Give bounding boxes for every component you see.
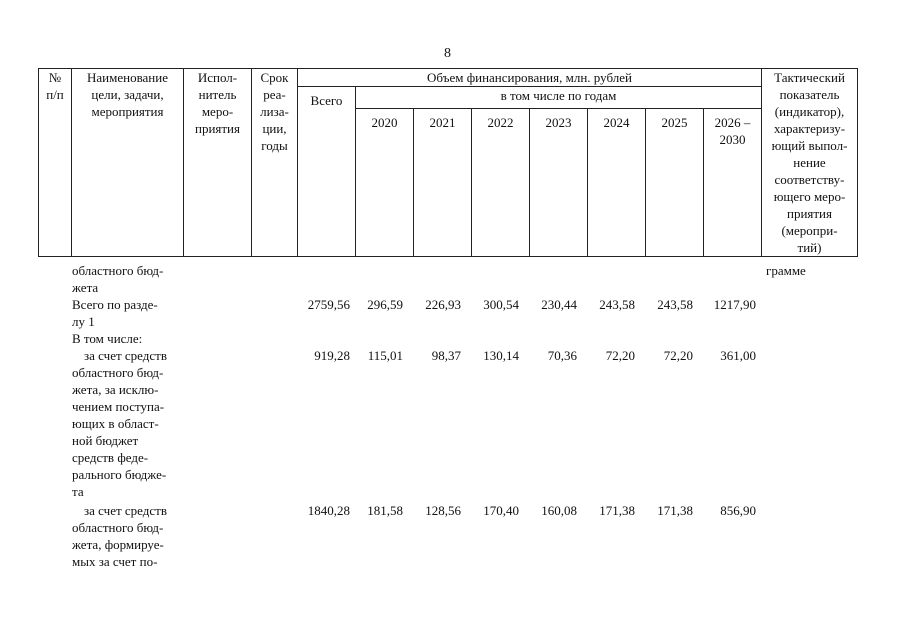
header-year-2024: 2024 bbox=[588, 109, 646, 257]
cell-2025: 243,58 bbox=[657, 297, 693, 312]
header-year-2026-2030: 2026 – 2030 bbox=[704, 109, 762, 257]
cell-total: 1840,28 bbox=[307, 503, 350, 518]
cell-2022: 170,40 bbox=[483, 503, 519, 518]
cell-2024: 72,20 bbox=[605, 348, 635, 363]
cell-2022: 130,14 bbox=[483, 348, 519, 363]
cell-2023: 230,44 bbox=[541, 297, 577, 312]
header-col-name: Наименование цели, задачи, мероприятия bbox=[72, 69, 184, 257]
cell-2020: 181,58 bbox=[367, 503, 403, 518]
header-col-term: Срок реа- лиза- ции, годы bbox=[252, 69, 298, 257]
cell-2025: 171,38 bbox=[657, 503, 693, 518]
header-year-2025: 2025 bbox=[646, 109, 704, 257]
row-label-including: В том числе: bbox=[72, 331, 143, 346]
cell-2026-2030: 361,00 bbox=[720, 348, 756, 363]
cell-2024: 171,38 bbox=[599, 503, 635, 518]
header-year-2020: 2020 bbox=[356, 109, 414, 257]
cell-2022: 300,54 bbox=[483, 297, 519, 312]
cell-2023: 160,08 bbox=[541, 503, 577, 518]
cell-2021: 226,93 bbox=[425, 297, 461, 312]
row-label-regional-formed: за счет средств областного бюд- жета, формируе- мых за счет по- bbox=[72, 503, 167, 569]
cell-2020: 296,59 bbox=[367, 297, 403, 312]
cell-2026-2030: 856,90 bbox=[720, 503, 756, 518]
header-col-financing: Объем финансирования, млн. рублей bbox=[298, 69, 762, 87]
cell-2025: 72,20 bbox=[663, 348, 693, 363]
cell-2026-2030: 1217,90 bbox=[713, 297, 756, 312]
header-col-years-group: в том числе по годам bbox=[356, 87, 762, 109]
cell-2021: 98,37 bbox=[431, 348, 461, 363]
cell-total: 2759,56 bbox=[307, 297, 350, 312]
cell-2021: 128,56 bbox=[425, 503, 461, 518]
continuation-text: областного бюд- жета bbox=[72, 263, 164, 295]
row-label-regional: за счет средств областного бюд- жета, за исклю- чением поступа- ющих в област- ной бюджет средств феде- рального бюдже- та bbox=[72, 348, 167, 499]
cell-2024: 243,58 bbox=[599, 297, 635, 312]
header-year-2022: 2022 bbox=[472, 109, 530, 257]
cell-2020: 115,01 bbox=[367, 348, 403, 363]
header-col-total: Всего bbox=[298, 87, 356, 257]
header-col-indicator: Тактический показатель (индикатор), характеризу- ющий выпол- нение соответству- ющего меро- приятия (меропри- тий) bbox=[762, 69, 858, 257]
header-year-2023: 2023 bbox=[530, 109, 588, 257]
row-label-total: Всего по разде- лу 1 bbox=[72, 297, 158, 329]
table-header bbox=[38, 68, 858, 257]
header-col-number: № п/п bbox=[39, 69, 72, 257]
header-col-executor: Испол- нитель меро- приятия bbox=[184, 69, 252, 257]
cell-2023: 70,36 bbox=[547, 348, 577, 363]
page-number: 8 bbox=[444, 46, 451, 61]
continuation-tail: грамме bbox=[766, 263, 806, 278]
header-year-2021: 2021 bbox=[414, 109, 472, 257]
cell-total: 919,28 bbox=[314, 348, 350, 363]
